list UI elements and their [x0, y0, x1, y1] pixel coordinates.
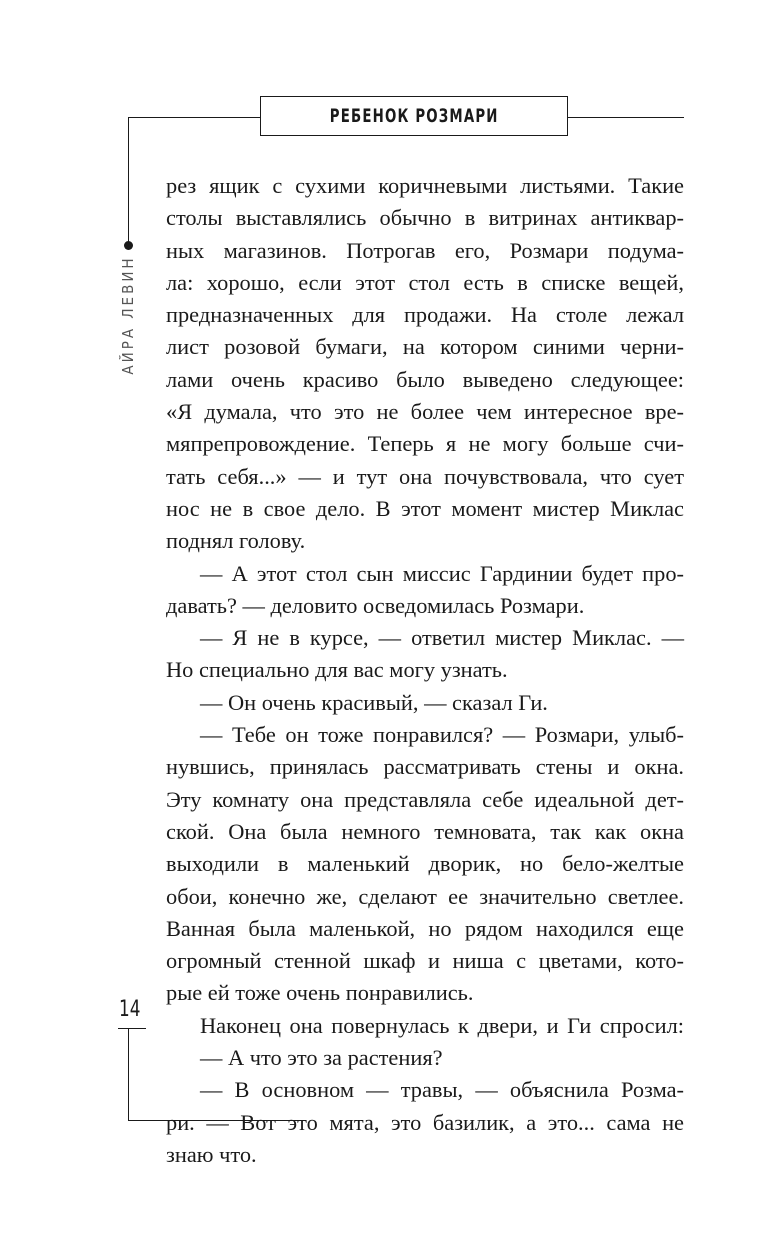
footer-rule-horizontal — [128, 1120, 304, 1121]
text-line: Эту комнату она представляла себе идеальной дет- — [166, 786, 684, 812]
text-line: — А этот стол сын миссис Гардинии будет про- — [200, 560, 684, 586]
text-line: лами очень красиво было выведено следующее: — [166, 366, 684, 392]
text-line: — Он очень красивый, — сказал Ги. — [200, 689, 548, 715]
page-number: 14 — [119, 997, 141, 1022]
side-rule-dot — [124, 241, 133, 250]
footer-tick — [118, 1028, 146, 1029]
text-line: знаю что. — [166, 1141, 257, 1167]
text-line: ла: хорошо, если этот стол есть в списке вещей, — [166, 269, 684, 295]
text-line: мяпрепровождение. Теперь я не могу больше счи- — [166, 431, 684, 457]
author-container — [110, 256, 146, 374]
text-line: выходили в маленький дворик, но бело-желтые — [166, 851, 684, 877]
text-line: «Я думала, что это не более чем интересное вре- — [166, 399, 684, 425]
text-line: Но специально для вас могу узнать. — [166, 657, 508, 683]
text-line: рые ей тоже очень понравились. — [166, 980, 474, 1006]
text-line: — Я не в курсе, — ответил мистер Миклас. — — [200, 625, 684, 651]
text-line: ской. Она была немного темновата, так как окна — [166, 818, 684, 844]
text-line: — В основном — травы, — объяснила Розма- — [200, 1077, 684, 1103]
text-line: поднял голову. — [166, 528, 306, 554]
text-line: тать себя...» — и тут она почувствовала, что сует — [166, 463, 684, 489]
text-line: Ванная была маленькой, но рядом находился еще — [166, 915, 684, 941]
text-line: — Тебе он тоже понравился? — Розмари, улыб- — [200, 722, 684, 748]
text-line: — А что это за растения? — [200, 1045, 443, 1071]
footer-rule-vertical — [128, 1028, 129, 1121]
text-line: столы выставлялись обычно в витринах антиквар- — [166, 205, 684, 231]
body-text — [166, 170, 684, 1171]
text-line: обои, конечно же, сделают ее значительно светлее. — [166, 883, 684, 909]
text-line: ных магазинов. Потрогав его, Розмари подума- — [166, 237, 684, 263]
text-line: огромный стенной шкаф и ниша с цветами, кото- — [166, 948, 684, 974]
text-line: Наконец она повернулась к двери, и Ги спросил: — [200, 1012, 684, 1038]
text-line: давать? — деловито осведомилась Розмари. — [166, 592, 585, 618]
side-rule — [128, 117, 129, 245]
book-title: РЕБЕНОК РОЗМАРИ — [329, 105, 499, 127]
text-line: нувшись, принялась рассматривать стены и окна. — [166, 754, 684, 780]
running-header — [260, 96, 568, 136]
text-line: нос не в свое дело. В этот момент мистер Миклас — [166, 495, 684, 521]
text-line: ри. — Вот это мята, это базилик, а это... сама не — [166, 1109, 684, 1135]
author-name: АЙРА ЛЕВИН — [119, 255, 137, 375]
text-line: рез ящик с сухими коричневыми листьями. Такие — [166, 173, 684, 198]
text-line: лист розовой бумаги, на котором синими черни- — [166, 334, 684, 360]
text-line: предназначенных для продажи. На столе лежал — [166, 302, 684, 328]
